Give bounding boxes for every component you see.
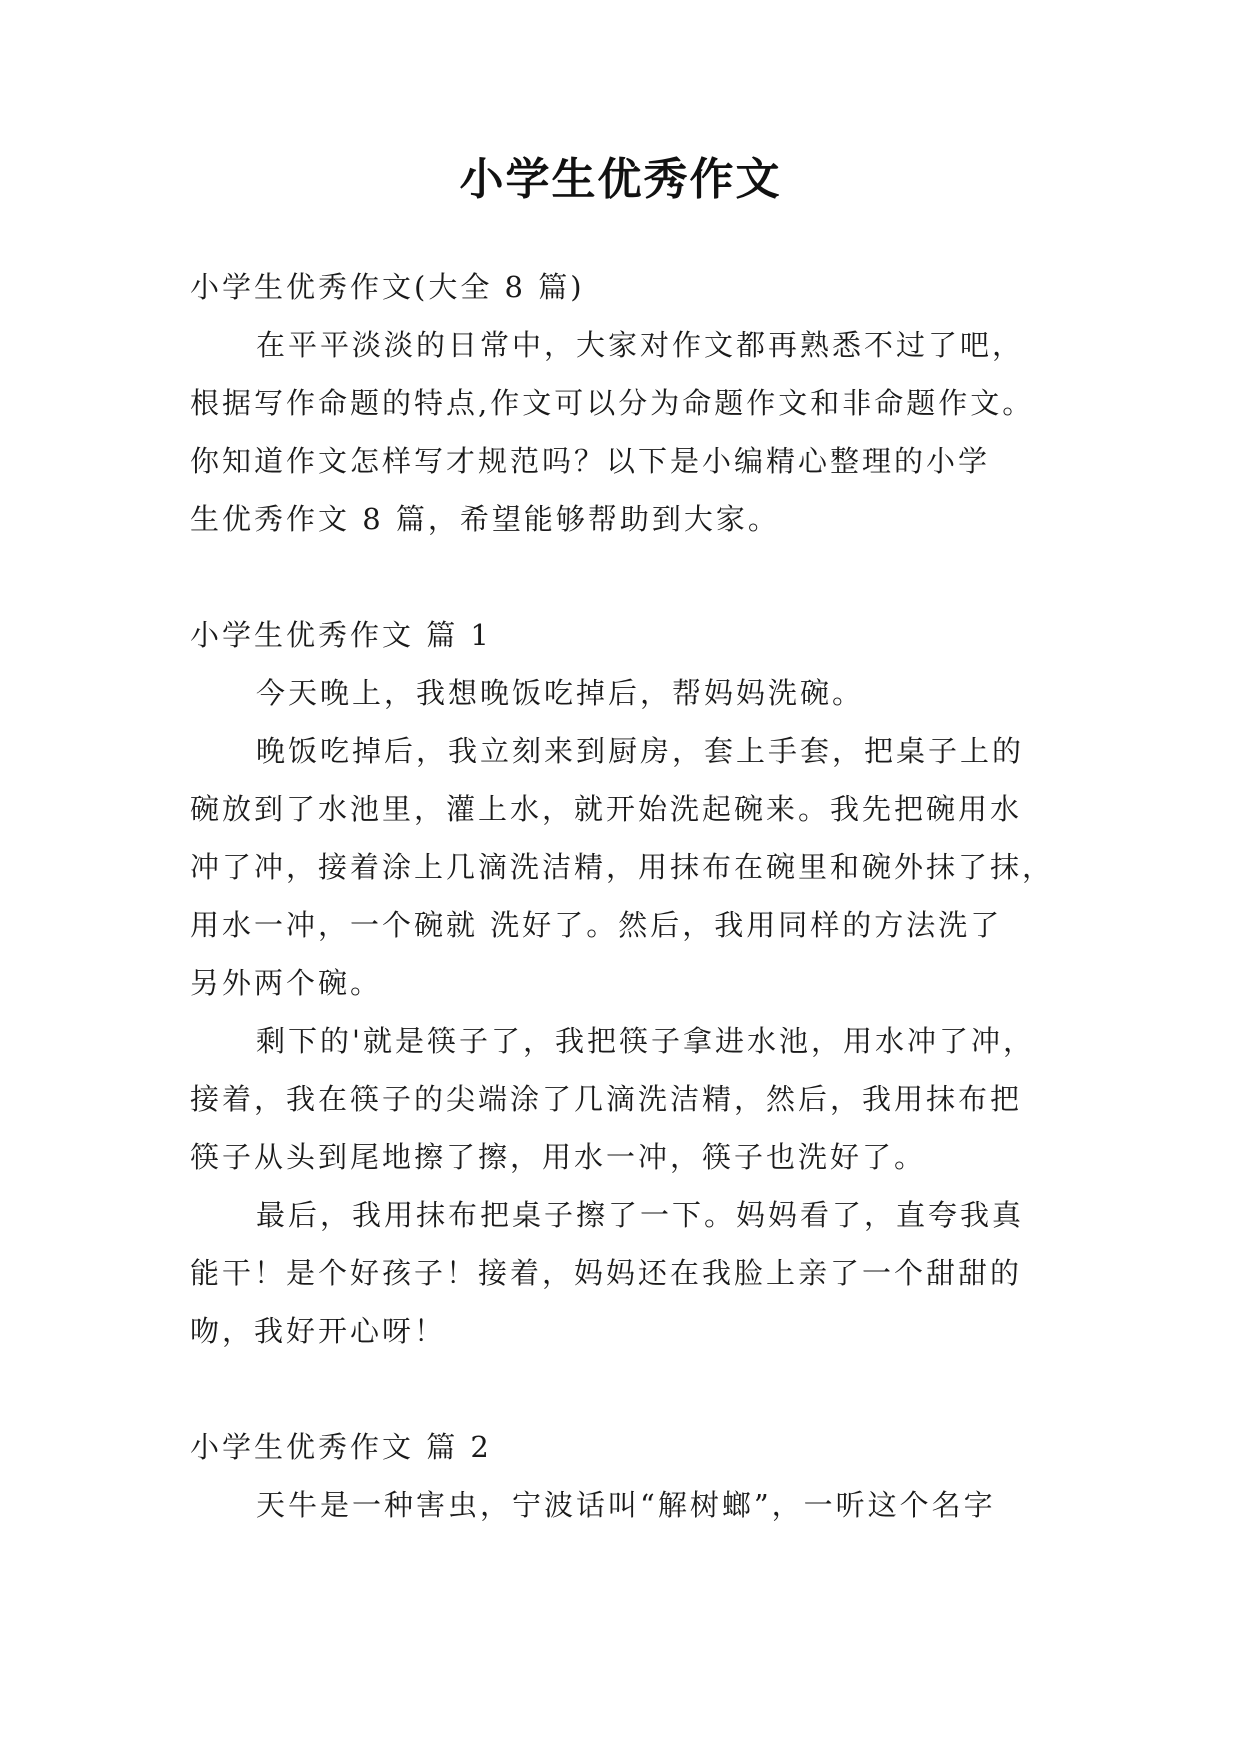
- document-body: [190, 258, 1070, 1534]
- paragraph-line: 晚饭吃掉后，我立刻来到厨房，套上手套，把桌子上的: [256, 734, 1025, 768]
- paragraph-line: 最后，我用抹布把桌子擦了一下。妈妈看了，直夸我真: [256, 1198, 1025, 1232]
- section-1-paragraph-1: [190, 664, 1070, 722]
- section-1-heading: 小学生优秀作文 篇 1: [190, 618, 492, 652]
- paragraph-line: 用水一冲，一个碗就 洗好了。然后，我用同样的方法洗了: [190, 908, 1003, 942]
- paragraph-line: 吻，我好开心呀！: [190, 1314, 447, 1348]
- document-subtitle: 小学生优秀作文(大全 8 篇): [190, 270, 585, 304]
- section-1-paragraph-2: [190, 722, 1070, 1012]
- paragraph-line: 接着，我在筷子的尖端涂了几滴洗洁精，然后，我用抹布把: [190, 1082, 1023, 1116]
- intro-line: 生优秀作文 8 篇，希望能够帮助到大家。: [190, 502, 780, 536]
- intro-line: 根据写作命题的特点,作文可以分为命题作文和非命题作文。: [190, 386, 1035, 420]
- paragraph-line: 能干！是个好孩子！接着，妈妈还在我脸上亲了一个甜甜的: [190, 1256, 1023, 1290]
- section-2-paragraph-1: [190, 1476, 1070, 1534]
- paragraph-line: 筷子从头到尾地擦了擦，用水一冲，筷子也洗好了。: [190, 1140, 927, 1174]
- paragraph-line: 冲了冲，接着涂上几滴洗洁精，用抹布在碗里和碗外抹了抹，: [190, 850, 1055, 884]
- paragraph-line: 碗放到了水池里，灌上水，就开始洗起碗来。我先把碗用水: [190, 792, 1023, 826]
- paragraph-line: 天牛是一种害虫，宁波话叫“解树螂”，一听这个名字: [256, 1488, 996, 1522]
- section-2-heading: 小学生优秀作文 篇 2: [190, 1430, 492, 1464]
- paragraph-spacer: [190, 1360, 1070, 1418]
- intro-line: 你知道作文怎样写才规范吗？以下是小编精心整理的小学: [190, 444, 991, 478]
- intro-line: 在平平淡淡的日常中，大家对作文都再熟悉不过了吧，: [256, 328, 1025, 362]
- section-1-paragraph-3: [190, 1012, 1070, 1186]
- paragraph-line: 今天晚上，我想晚饭吃掉后，帮妈妈洗碗。: [256, 676, 865, 710]
- document-title: 小学生优秀作文: [459, 154, 782, 205]
- paragraph-line: 另外两个碗。: [190, 966, 383, 1000]
- intro-paragraph: [190, 316, 1070, 548]
- paragraph-line: 剩下的'就是筷子了，我把筷子拿进水池，用水冲了冲，: [256, 1024, 1035, 1058]
- paragraph-spacer: [190, 548, 1070, 606]
- section-1-paragraph-4: [190, 1186, 1070, 1360]
